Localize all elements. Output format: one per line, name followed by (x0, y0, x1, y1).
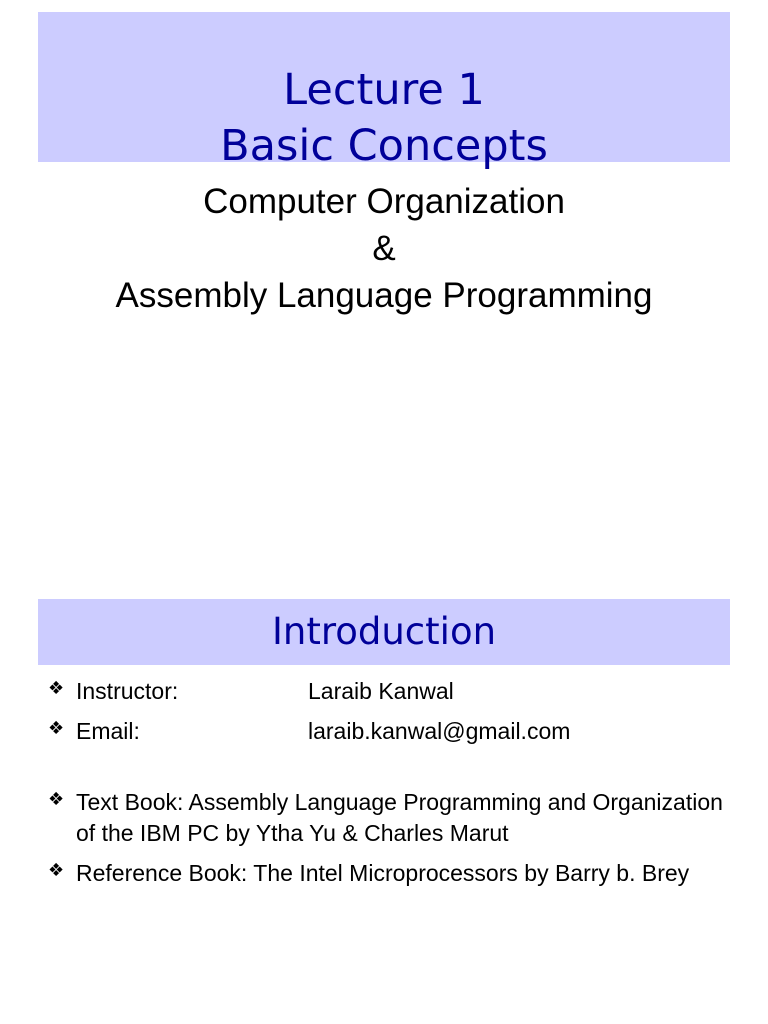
subtitle-line-2: & (372, 229, 396, 268)
text-book-item (48, 787, 728, 849)
text-book-text: Text Book: Assembly Language Programming and Organization of the IBM PC by Ytha Yu & Charles Marut (76, 789, 723, 846)
email-value: laraib.kanwal@gmail.com (308, 718, 571, 744)
intro-bullet-list (48, 676, 728, 898)
diamond-bullet-icon: ❖ (48, 789, 65, 810)
instructor-label: Instructor: (76, 678, 179, 704)
instructor-value: Laraib Kanwal (308, 678, 454, 704)
instructor-item (48, 676, 728, 707)
diamond-bullet-icon: ❖ (48, 860, 65, 881)
subtitle-line-1: Computer Organization (203, 182, 565, 221)
slide-title (0, 62, 768, 174)
reference-book-item (48, 858, 728, 889)
reference-book-text: Reference Book: The Intel Microprocessors by Barry b. Brey (76, 860, 690, 886)
title-line-1: Lecture 1 (283, 65, 485, 115)
subtitle-line-3: Assembly Language Programming (115, 276, 653, 315)
intro-heading: Introduction (271, 610, 497, 653)
diamond-bullet-icon: ❖ (48, 718, 65, 739)
email-item (48, 716, 728, 747)
slide-subtitle (0, 178, 768, 319)
diamond-bullet-icon: ❖ (48, 678, 65, 699)
title-line-2: Basic Concepts (220, 121, 548, 171)
email-label: Email: (76, 718, 140, 744)
